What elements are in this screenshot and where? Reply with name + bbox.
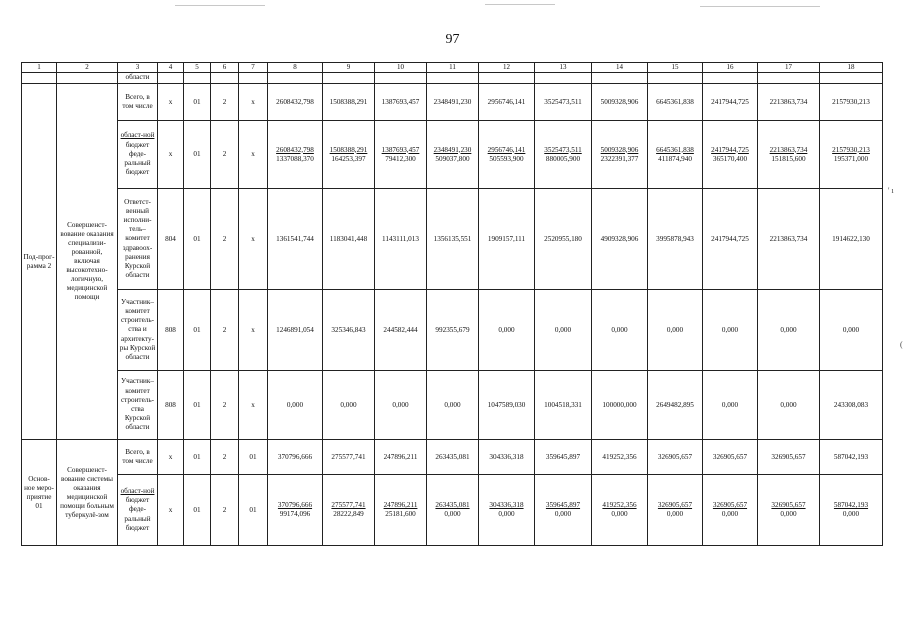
value-federal: 99174,096 <box>279 510 311 518</box>
table-row <box>22 290 883 371</box>
code-cell: 01 <box>184 189 211 290</box>
value-regional: 2608432,798 <box>276 145 314 154</box>
value-cell: 2649482,895 <box>648 371 703 440</box>
column-number: 8 <box>268 63 323 73</box>
code-cell: 01 <box>184 84 211 121</box>
value-cell: 359645,897 <box>535 440 592 475</box>
value-cell: 0,000 <box>703 290 758 371</box>
value-federal: 0,000 <box>780 510 797 518</box>
value-cell: 6645361,838 <box>648 84 703 121</box>
value-cell: 0,000 <box>323 371 375 440</box>
code-cell: 01 <box>184 290 211 371</box>
value-cell: 1361541,744 <box>268 189 323 290</box>
code-cell: 2 <box>211 290 239 371</box>
value-cell <box>648 121 703 189</box>
code-cell: х <box>239 371 268 440</box>
column-number: 18 <box>820 63 883 73</box>
value-regional: 263435,081 <box>435 501 470 509</box>
value-federal: 0,000 <box>444 510 461 518</box>
value-cell: 247896,211 <box>375 440 427 475</box>
value-cell: 275577,741 <box>323 440 375 475</box>
column-number: 4 <box>158 63 184 73</box>
value-cell: 2213863,734 <box>758 84 820 121</box>
value-cell: 3995878,943 <box>648 189 703 290</box>
code-cell: 2 <box>211 189 239 290</box>
measure-title: Совершенст-вование системы оказания медицинской помощи больным туберкулё-зом <box>57 440 118 546</box>
column-number: 14 <box>592 63 648 73</box>
code-cell: 01 <box>184 475 211 546</box>
code-cell: 01 <box>184 371 211 440</box>
code-cell: 804 <box>158 189 184 290</box>
value-regional: 3525473,511 <box>544 145 582 154</box>
value-cell: 0,000 <box>268 371 323 440</box>
value-cell <box>375 475 427 546</box>
column-number: 1 <box>22 63 57 73</box>
value-federal: 0,000 <box>842 510 860 518</box>
code-cell: х <box>158 475 184 546</box>
value-cell: 2348491,230 <box>427 84 479 121</box>
value-regional: 304336,318 <box>489 501 524 509</box>
value-cell: 1508388,291 <box>323 84 375 121</box>
value-cell <box>703 475 758 546</box>
value-cell: 0,000 <box>375 371 427 440</box>
value-regional: 587042,193 <box>833 501 869 509</box>
value-cell: 326905,657 <box>648 440 703 475</box>
value-cell <box>479 121 535 189</box>
column-number: 11 <box>427 63 479 73</box>
value-cell <box>268 475 323 546</box>
value-cell <box>427 121 479 189</box>
value-regional: 275577,741 <box>331 501 366 509</box>
value-cell: 304336,318 <box>479 440 535 475</box>
value-cell: 325346,843 <box>323 290 375 371</box>
value-cell <box>648 475 703 546</box>
value-cell: 244582,444 <box>375 290 427 371</box>
subprogram-label: Под-прог-рамма 2 <box>22 84 57 440</box>
row-label-part: бюджет феде-ральный бюджет <box>124 140 151 177</box>
value-regional: 370796,666 <box>277 501 313 509</box>
value-cell: 2608432,798 <box>268 84 323 121</box>
value-cell <box>592 475 648 546</box>
table-row <box>22 121 883 189</box>
row-label: Участник– комитет строитель-ства Курской области <box>118 371 158 440</box>
value-cell: 0,000 <box>758 371 820 440</box>
column-number: 12 <box>479 63 535 73</box>
value-cell: 0,000 <box>820 290 883 371</box>
column-number-row <box>22 63 883 73</box>
code-cell: 2 <box>211 475 239 546</box>
value-cell: 100000,000 <box>592 371 648 440</box>
value-regional: 326905,657 <box>712 501 748 509</box>
value-cell: 0,000 <box>592 290 648 371</box>
value-federal: 365170,400 <box>712 154 748 163</box>
column-number: 6 <box>211 63 239 73</box>
value-cell <box>703 121 758 189</box>
column-number: 10 <box>375 63 427 73</box>
value-cell: 1387693,457 <box>375 84 427 121</box>
code-cell: 2 <box>211 440 239 475</box>
row-label: Всего, в том числе <box>118 440 158 475</box>
value-cell: 2520955,180 <box>535 189 592 290</box>
table-row <box>22 73 883 84</box>
value-cell: 263435,081 <box>427 440 479 475</box>
value-cell <box>758 121 820 189</box>
table-row <box>22 371 883 440</box>
value-regional: 326905,657 <box>657 501 693 509</box>
code-cell: 2 <box>211 84 239 121</box>
code-cell: х <box>158 121 184 189</box>
code-cell: 01 <box>184 121 211 189</box>
value-regional: 359645,897 <box>545 501 581 509</box>
value-cell <box>758 475 820 546</box>
value-cell: 0,000 <box>703 371 758 440</box>
value-cell: 0,000 <box>648 290 703 371</box>
value-cell: 1909157,111 <box>479 189 535 290</box>
table-row <box>22 440 883 475</box>
value-federal: 1337088,370 <box>276 154 314 163</box>
value-cell: 326905,657 <box>703 440 758 475</box>
value-federal: 195371,000 <box>833 154 869 163</box>
value-federal: 0,000 <box>498 510 515 518</box>
value-cell: 1143111,013 <box>375 189 427 290</box>
value-cell: 1004518,331 <box>535 371 592 440</box>
value-cell: 992355,679 <box>427 290 479 371</box>
code-cell: 01 <box>184 440 211 475</box>
column-number: 7 <box>239 63 268 73</box>
value-regional: 5009328,906 <box>600 145 639 154</box>
row-label-part: бюджет феде-ральный бюджет <box>124 496 151 532</box>
row-label <box>118 475 158 546</box>
code-cell: х <box>239 84 268 121</box>
column-number: 9 <box>323 63 375 73</box>
value-cell: 419252,356 <box>592 440 648 475</box>
value-cell <box>535 475 592 546</box>
value-cell: 0,000 <box>427 371 479 440</box>
value-cell <box>323 121 375 189</box>
code-cell: х <box>158 84 184 121</box>
value-cell: 4909328,906 <box>592 189 648 290</box>
margin-mark: ' ı <box>888 186 894 195</box>
value-cell: 2157930,213 <box>820 84 883 121</box>
value-regional: 419252,356 <box>602 501 637 509</box>
value-federal: 0,000 <box>611 510 628 518</box>
value-regional: 1508388,291 <box>329 145 368 154</box>
value-regional: 2157930,213 <box>832 145 870 154</box>
value-cell <box>535 121 592 189</box>
code-cell: 808 <box>158 371 184 440</box>
value-cell: 2213863,734 <box>758 189 820 290</box>
column-number: 13 <box>535 63 592 73</box>
measure-label: Основ-ное меро-приятие 01 <box>22 440 57 546</box>
column-number: 16 <box>703 63 758 73</box>
value-regional: 326905,657 <box>771 501 806 509</box>
value-cell <box>820 121 883 189</box>
value-federal: 880005,900 <box>545 154 581 163</box>
value-federal: 28222,849 <box>333 510 364 518</box>
column-number: 3 <box>118 63 158 73</box>
subprogram-title: Совершенст-вование оказания специализи-рованной, включая высокотехно-логичную, медицинской помощи <box>57 84 118 440</box>
value-cell: 0,000 <box>758 290 820 371</box>
code-cell: 808 <box>158 290 184 371</box>
value-cell: 5009328,906 <box>592 84 648 121</box>
table-row <box>22 475 883 546</box>
row-label: Всего, в том числе <box>118 84 158 121</box>
value-federal: 151815,600 <box>771 154 806 163</box>
value-cell <box>268 121 323 189</box>
value-cell: 0,000 <box>479 290 535 371</box>
column-number: 2 <box>57 63 118 73</box>
value-cell <box>323 475 375 546</box>
value-cell <box>592 121 648 189</box>
value-federal: 79412,300 <box>385 154 416 163</box>
value-regional: 247896,211 <box>383 501 418 509</box>
code-cell: 01 <box>239 440 268 475</box>
value-cell <box>479 475 535 546</box>
row-label: Участник– комитет строитель-ства и архитекту-ры Курской области <box>118 290 158 371</box>
code-cell: 2 <box>211 121 239 189</box>
value-cell: 370796,666 <box>268 440 323 475</box>
column-number: 17 <box>758 63 820 73</box>
value-federal: 411874,940 <box>658 154 692 163</box>
code-cell: х <box>158 440 184 475</box>
value-regional: 1387693,457 <box>381 145 420 154</box>
row-label <box>118 121 158 189</box>
code-cell: х <box>239 121 268 189</box>
value-federal: 2322391,377 <box>600 154 639 163</box>
row-label: Ответст-венный исполни-тель– комитет здравоох-ранения Курской области <box>118 189 158 290</box>
code-cell: х <box>239 189 268 290</box>
value-regional: 2956746,141 <box>487 145 526 154</box>
value-regional: 6645361,838 <box>656 145 694 154</box>
value-cell: 2956746,141 <box>479 84 535 121</box>
row-label-part: област-ной <box>120 486 155 495</box>
value-federal: 0,000 <box>554 510 572 518</box>
scan-artifact <box>700 6 820 7</box>
value-cell <box>427 475 479 546</box>
code-cell: 2 <box>211 371 239 440</box>
value-cell: 3525473,511 <box>535 84 592 121</box>
scan-artifact <box>485 4 555 5</box>
value-cell: 326905,657 <box>758 440 820 475</box>
column-number: 5 <box>184 63 211 73</box>
column-number: 15 <box>648 63 703 73</box>
value-cell: 1356135,551 <box>427 189 479 290</box>
value-cell: 587042,193 <box>820 440 883 475</box>
value-cell: 0,000 <box>535 290 592 371</box>
value-cell: 1047589,030 <box>479 371 535 440</box>
margin-mark: ( <box>900 340 903 349</box>
page-number: 97 <box>445 32 460 47</box>
value-regional: 2213863,734 <box>769 145 808 154</box>
table-row <box>22 189 883 290</box>
value-cell: 2417944,725 <box>703 189 758 290</box>
value-federal: 0,000 <box>721 510 739 518</box>
value-federal: 0,000 <box>666 510 684 518</box>
code-cell: 01 <box>239 475 268 546</box>
value-federal: 164253,397 <box>331 154 366 163</box>
value-cell <box>375 121 427 189</box>
row-label: области <box>118 73 158 84</box>
value-cell: 2417944,725 <box>703 84 758 121</box>
value-cell: 243308,083 <box>820 371 883 440</box>
value-regional: 2417944,725 <box>711 145 749 154</box>
code-cell: х <box>239 290 268 371</box>
table-row <box>22 84 883 121</box>
value-cell: 1914622,130 <box>820 189 883 290</box>
value-cell: 1183041,448 <box>323 189 375 290</box>
scan-artifact <box>175 5 265 6</box>
row-label-part: област-ной <box>120 131 155 140</box>
value-cell: 1246891,054 <box>268 290 323 371</box>
value-federal: 509037,800 <box>435 154 470 163</box>
value-regional: 2348491,230 <box>433 145 472 154</box>
budget-table <box>21 62 883 546</box>
value-cell <box>820 475 883 546</box>
value-federal: 25181,600 <box>385 510 416 518</box>
value-federal: 505593,900 <box>489 154 524 163</box>
